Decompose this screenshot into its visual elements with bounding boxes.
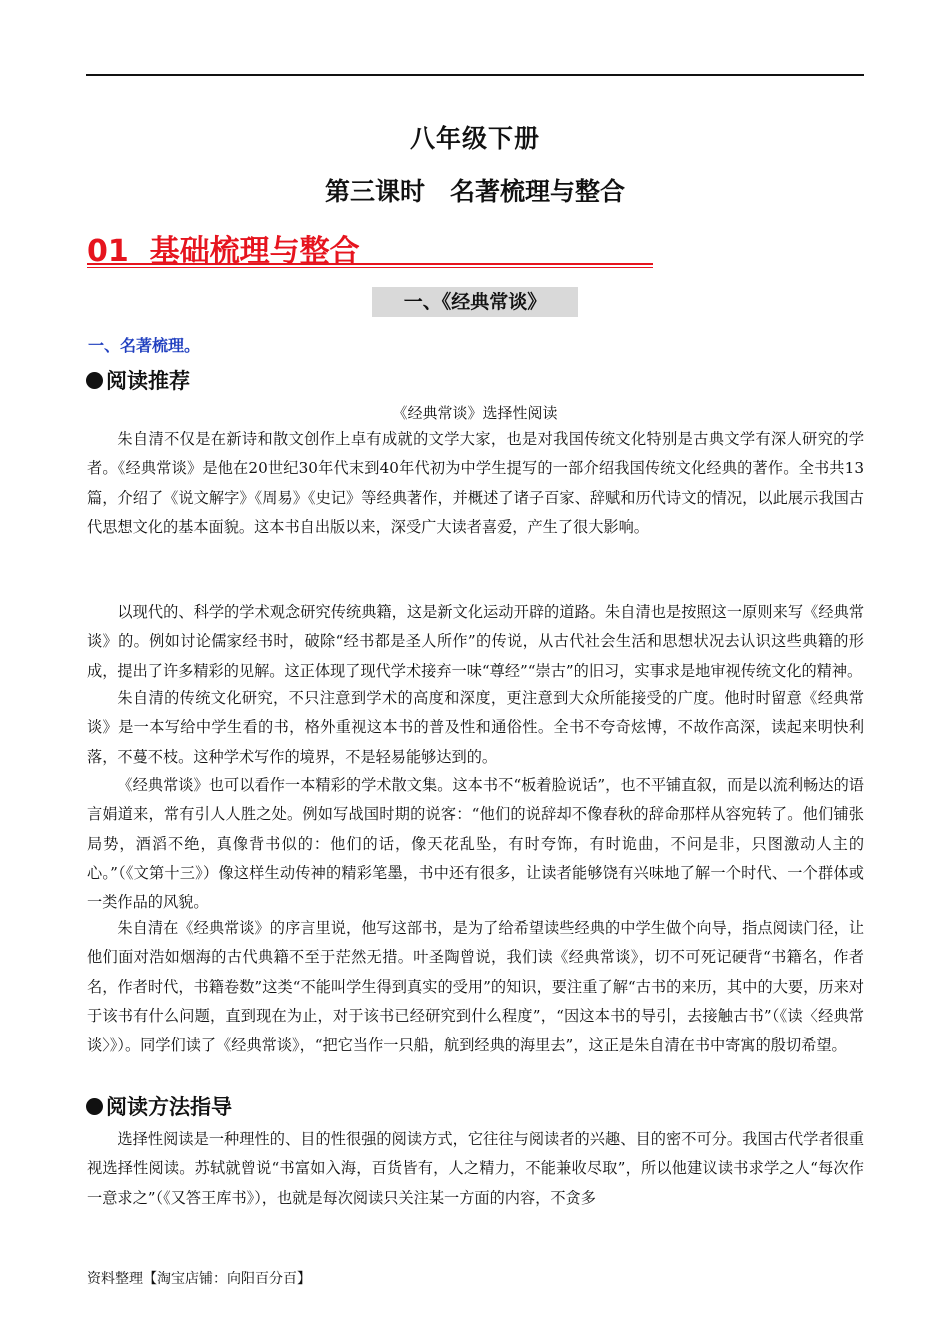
reading-method-label: 阅读方法指导 (106, 1095, 232, 1119)
reading-recommendation-heading (86, 365, 190, 395)
grade-title: 八年级下册 (409, 124, 540, 153)
section-number-title: 01 基础梳理与整合 (87, 234, 360, 269)
bullet-icon (86, 1098, 103, 1115)
book-heading: 一、《经典常谈》 (372, 287, 578, 317)
paragraph: 《经典常谈》也可以看作一本精彩的学术散文集。这本书不“板着脸说话”，也不平铺直叙，而是以流利畅达的语言娟道来，常有引人人胜之处。例如写战国时期的说客：“他们的说辞却不像春秋的辞命那样从容宛转了。他们铺张局势，酒滔不绝，真像背书似的：他们的话，像天花乱坠，有时夸饰，有时诡曲，不问是非，只图激动人主的心。”（《文第十三》）像这样生动传神的精彩笔墨，书中还有很多，让读者能够饶有兴味地了解一个时代、一个群体或一类作品的风貌。 (87, 776, 864, 912)
paragraph: 朱自清在《经典常谈》的序言里说，他写这部书，是为了给希望读些经典的中学生做个向导，指点阅读门径，让他们面对浩如烟海的古代典籍不至于茫然无措。叶圣陶曾说，我们读《经典常谈》，切不可死记硬背“书籍名，作者名，作者时代，书籍卷数”这类“不能叫学生得到真实的受用”的知识，要注重了解“古书的来历，其中的大要，历来对于该书有什么问题，直到现在为止，对于该书已经研究到什么程度”，“因这本书的导引，去接触古书”（《读〈经典常谈〉》）。同学们读了《经典常谈》，“把它当作一只船，航到经典的海里去”，这正是朱自清在书中寄寓的殷切希望。 (87, 919, 864, 1055)
section-underline (87, 263, 653, 265)
paragraph: 朱自清不仅是在新诗和散文创作上卓有成就的文学大家，也是对我国传统文化特别是古典文学有深人研究的学者。《经典常谈》是他在20世纪30年代末到40年代初为中学生提写的一部介绍我国传统文化经典的著作。全书共13篇，介绍了《说文解字》《周易》《史记》等经典著作，并概述了诸子百家、辞赋和历代诗文的情况，以此展示我国古代思想文化的基本面貌。这本书自出版以来，深受广大读者喜爱，产生了很大影响。 (87, 430, 864, 536)
reading-recommendation-label: 阅读推荐 (106, 369, 190, 393)
bullet-icon (86, 372, 103, 389)
sub-heading: 一、名著梳理。 (88, 336, 201, 355)
paragraph: 朱自清的传统文化研究，不只注意到学术的高度和深度，更注意到大众所能接受的广度。他时时留意《经典常谈》是一本写给中学生看的书，格外重视这本书的普及性和通俗性。全书不夸奇炫博，不故作高深，读起来明快利落，不蔓不枝。这种学术写作的境界，不是轻易能够达到的。 (87, 689, 864, 766)
reading-method-heading (86, 1091, 232, 1121)
paragraph: 以现代的、科学的学术观念研究传统典籍，这是新文化运动开辟的道路。朱自清也是按照这一原则来写《经典常谈》的。例如讨论儒家经书时，破除“经书都是圣人所作”的传说，从古代社会生活和思想状况去认识这些典籍的形成，提出了许多精彩的见解。这正体现了现代学术接弃一味“尊经”“崇古”的旧习，实事求是地审视传统文化的精神。 (87, 603, 864, 680)
article-title: 《经典常谈》选择性阅读 (392, 404, 558, 422)
section-underline-thin (87, 267, 653, 268)
top-rule (86, 74, 864, 76)
footer-note: 资料整理【淘宝店铺：向阳百分百】 (87, 1271, 311, 1287)
lesson-title: 第三课时 名著梳理与整合 (324, 177, 625, 206)
paragraph: 选择性阅读是一种理性的、目的性很强的阅读方式，它往往与阅读者的兴趣、目的密不可分。我国古代学者很重视选择性阅读。苏轼就曾说“书富如入海，百货皆有，人之精力，不能兼收尽取”，所以他建议读书求学之人“每次作一意求之”（《又答王库书》），也就是每次阅读只关注某一方面的内容，不贪多 (87, 1130, 864, 1207)
